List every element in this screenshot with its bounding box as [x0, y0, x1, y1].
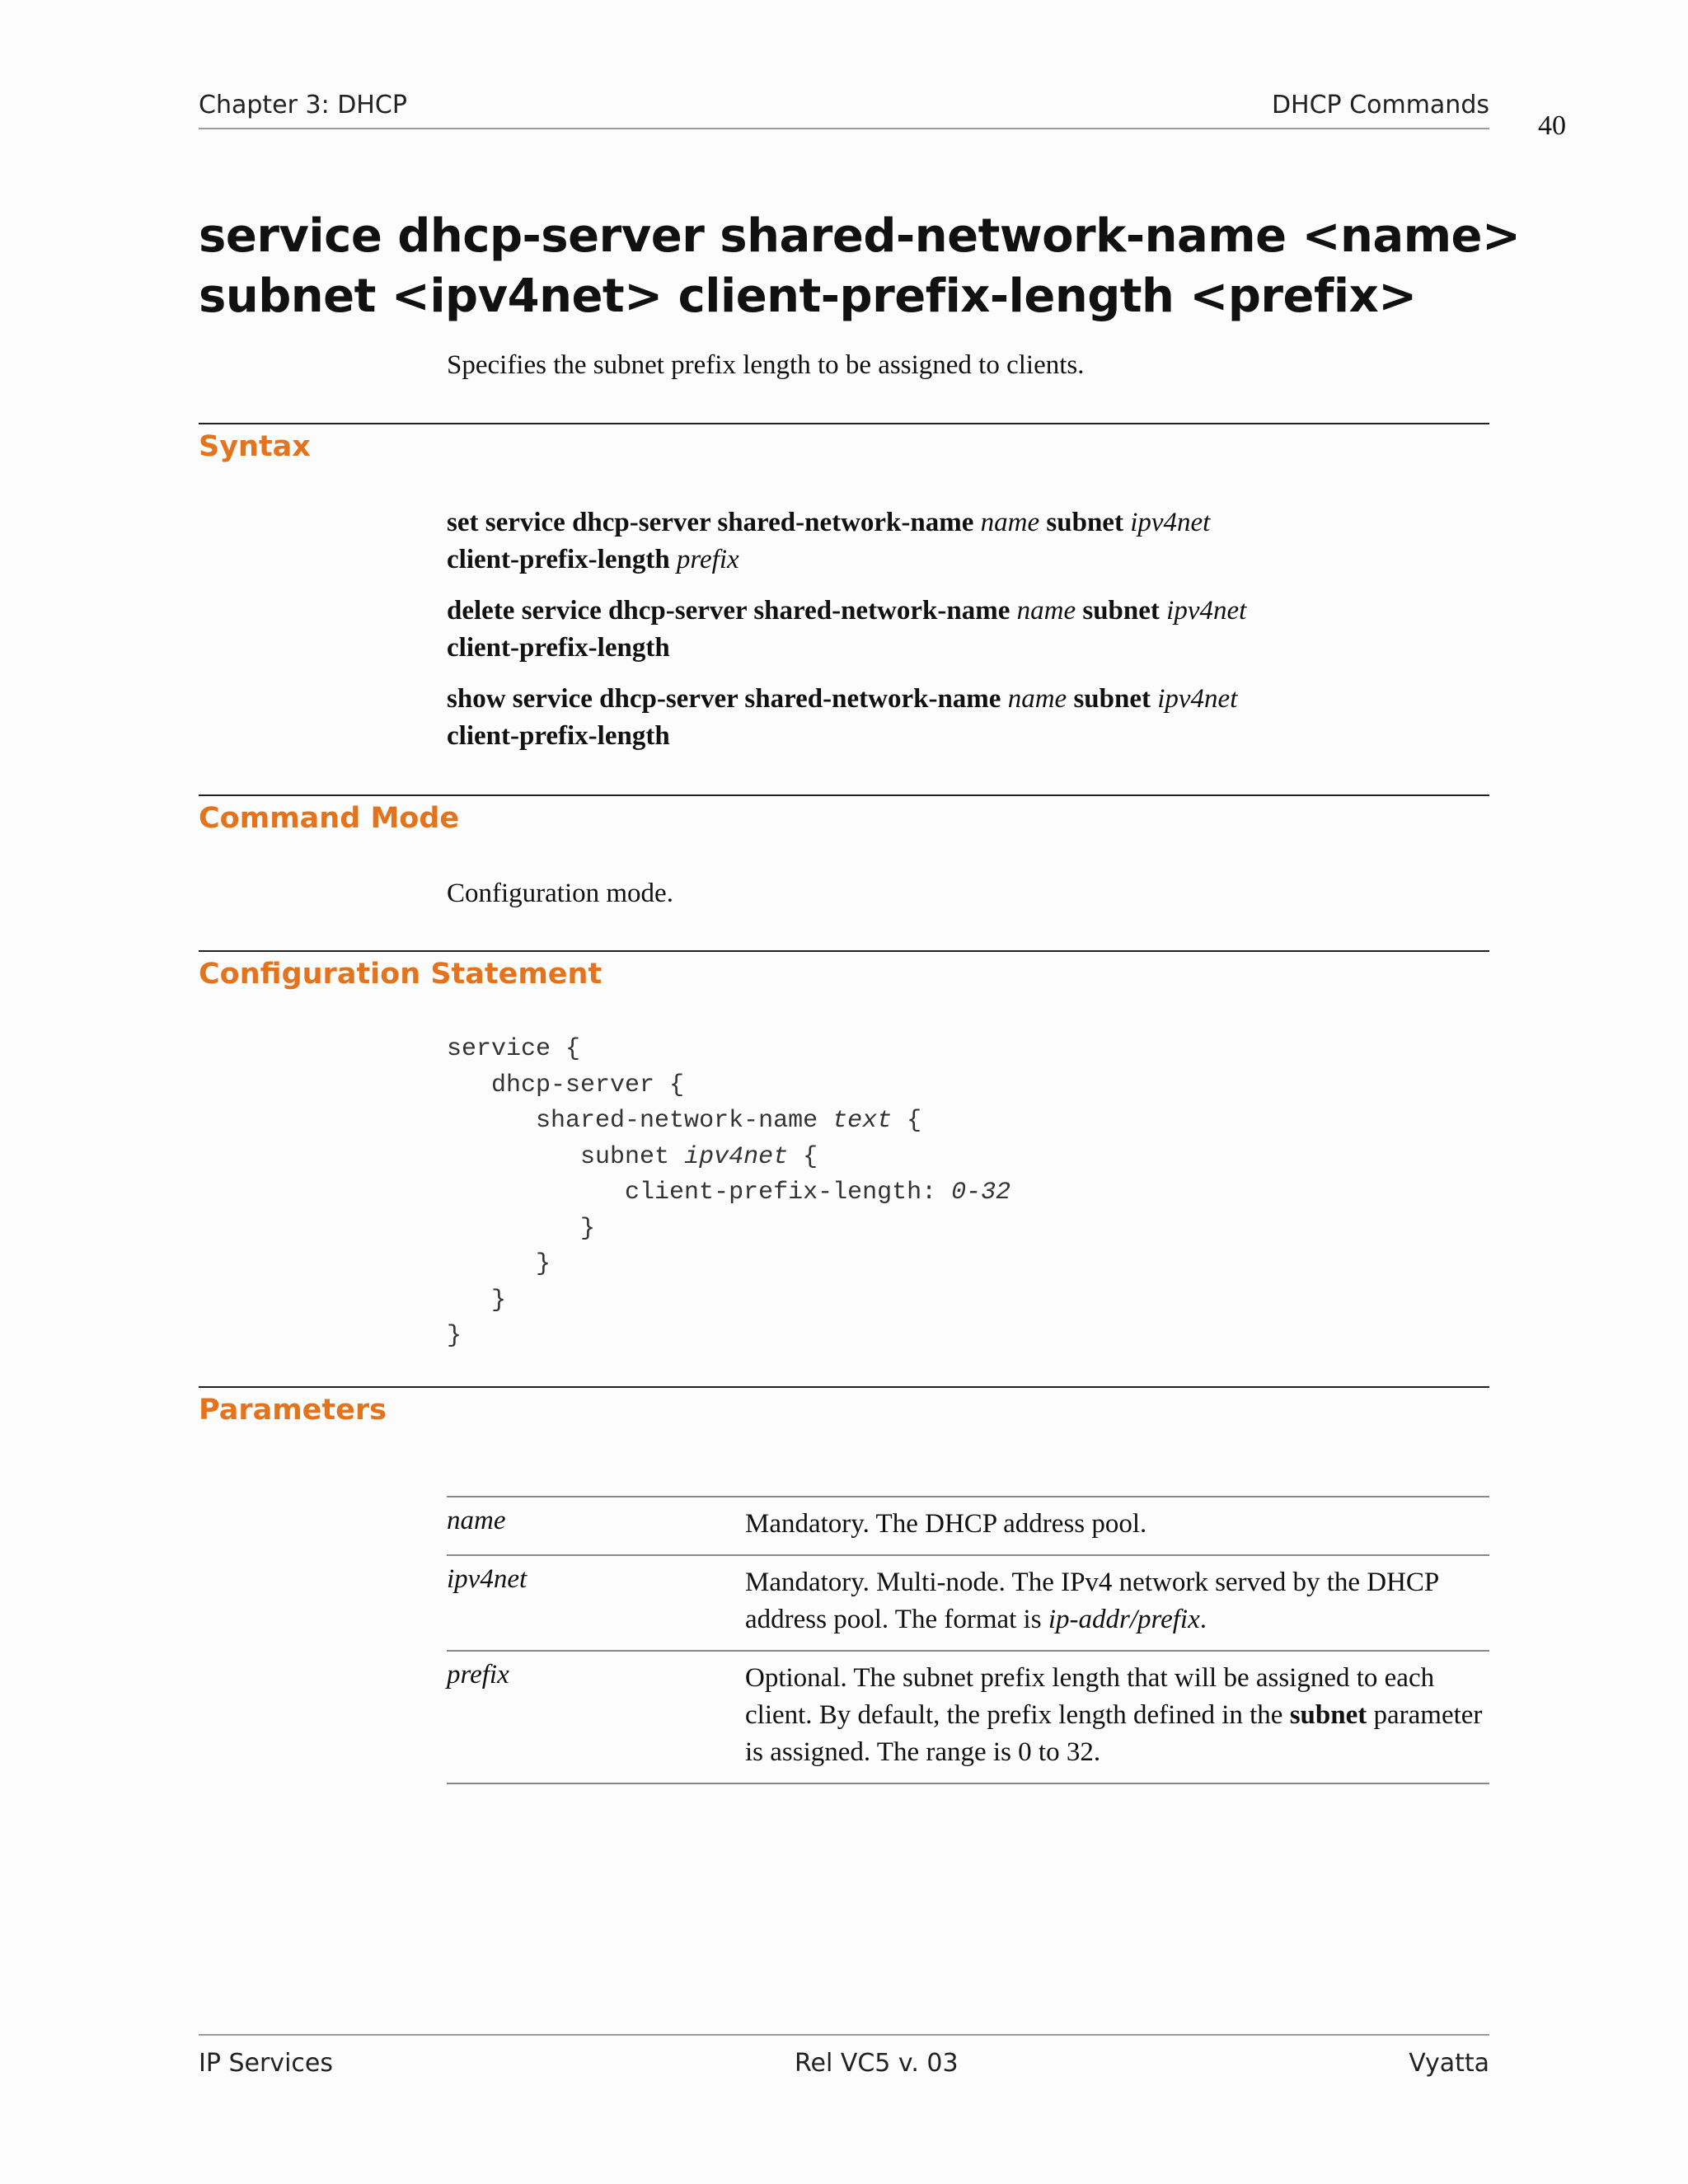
footer-center: Rel VC5 v. 03: [795, 2049, 959, 2078]
param-name: name: [447, 1506, 506, 1535]
syntax-delete-subnet: subnet: [1082, 596, 1160, 626]
section-rule-parameters: [199, 1386, 1489, 1388]
config-code-block: [447, 1032, 1010, 1355]
title-line-1: service dhcp-server shared-network-name <name>: [199, 209, 1521, 263]
footer-right: Vyatta: [1409, 2049, 1489, 2078]
header-section: DHCP Commands: [1271, 91, 1489, 120]
param-desc-var: ip-addr/prefix: [1048, 1605, 1200, 1634]
code-line-subnet-var: ipv4net: [684, 1142, 789, 1171]
param-desc: [745, 1556, 1489, 1650]
code-line-shared-network-kw: shared-network-name: [536, 1107, 833, 1135]
code-line-prefix-kw: client-prefix-length:: [625, 1179, 952, 1207]
param-name: prefix: [447, 1660, 509, 1690]
section-rule-command-mode: [199, 794, 1489, 796]
syntax-show-name: name: [1007, 684, 1067, 714]
syntax-delete-ipv4net: ipv4net: [1166, 596, 1247, 626]
section-rule-syntax: [199, 423, 1489, 424]
table-row: [447, 1650, 1489, 1784]
code-line-subnet-kw: subnet: [580, 1142, 685, 1171]
header-rule: [199, 128, 1489, 129]
table-row: [447, 1554, 1489, 1650]
syntax-show-tail: client-prefix-length: [447, 721, 670, 751]
header-chapter: Chapter 3: DHCP: [199, 91, 407, 120]
syntax-set-ipv4net: ipv4net: [1130, 508, 1211, 537]
syntax-delete: [447, 593, 1246, 667]
syntax-set-subnet: subnet: [1046, 508, 1123, 537]
code-line-shared-network-end: {: [892, 1107, 922, 1135]
syntax-set: [447, 504, 1210, 579]
syntax-heading: Syntax: [199, 430, 311, 463]
syntax-delete-cmd: delete service dhcp-server shared-network-name: [447, 596, 1010, 626]
config-statement-heading: Configuration Statement: [199, 958, 603, 991]
code-close-brace: }: [580, 1214, 596, 1243]
syntax-show-cmd: show service dhcp-server shared-network-name: [447, 684, 1001, 714]
command-mode-text: Configuration mode.: [447, 879, 673, 908]
param-name: ipv4net: [447, 1564, 528, 1594]
syntax-set-prefix: prefix: [676, 545, 739, 574]
param-desc: [745, 1652, 1489, 1783]
footer-rule: [199, 2034, 1489, 2036]
syntax-delete-name: name: [1016, 596, 1076, 626]
code-close-brace: }: [536, 1250, 551, 1278]
title-line-2: subnet <ipv4net> client-prefix-length <prefix>: [199, 269, 1417, 323]
syntax-delete-tail: client-prefix-length: [447, 633, 670, 663]
syntax-set-name: name: [980, 508, 1040, 537]
page-number: 40: [1538, 110, 1566, 141]
code-line-dhcp-server: dhcp-server {: [491, 1071, 685, 1099]
intro-text: Specifies the subnet prefix length to be assigned to clients.: [447, 350, 1085, 380]
code-line-subnet-end: {: [788, 1142, 818, 1171]
param-desc-text: Mandatory. Multi-node. The IPv4 network served by the DHCP address pool. The format is: [745, 1568, 1439, 1634]
syntax-show: [447, 681, 1237, 755]
parameters-heading: Parameters: [199, 1394, 387, 1427]
param-desc-bold: subnet: [1289, 1700, 1367, 1730]
syntax-set-cmd: set service dhcp-server shared-network-name: [447, 508, 974, 537]
param-desc-text: Optional. The subnet prefix length that will be assigned to each client. By default, the prefix length defined in the: [745, 1663, 1435, 1730]
param-desc-text: .: [1199, 1605, 1207, 1634]
param-desc: Mandatory. The DHCP address pool.: [745, 1509, 1147, 1539]
parameters-table: [447, 1496, 1489, 1784]
syntax-show-ipv4net: ipv4net: [1157, 684, 1238, 714]
code-close-brace: }: [491, 1286, 507, 1315]
syntax-show-subnet: subnet: [1073, 684, 1151, 714]
table-row: [447, 1496, 1489, 1554]
code-line-shared-network-var: text: [832, 1107, 893, 1135]
footer-left: IP Services: [199, 2049, 333, 2078]
syntax-set-tail: client-prefix-length: [447, 545, 670, 574]
section-rule-config: [199, 950, 1489, 952]
command-mode-heading: Command Mode: [199, 802, 460, 835]
code-line-service: service {: [447, 1035, 581, 1063]
param-desc-text: parameter is assigned. The range is 0 to 32.: [745, 1700, 1483, 1767]
code-line-prefix-var: 0-32: [951, 1179, 1011, 1207]
page-title: [199, 206, 1521, 326]
code-close-brace: }: [447, 1322, 462, 1350]
